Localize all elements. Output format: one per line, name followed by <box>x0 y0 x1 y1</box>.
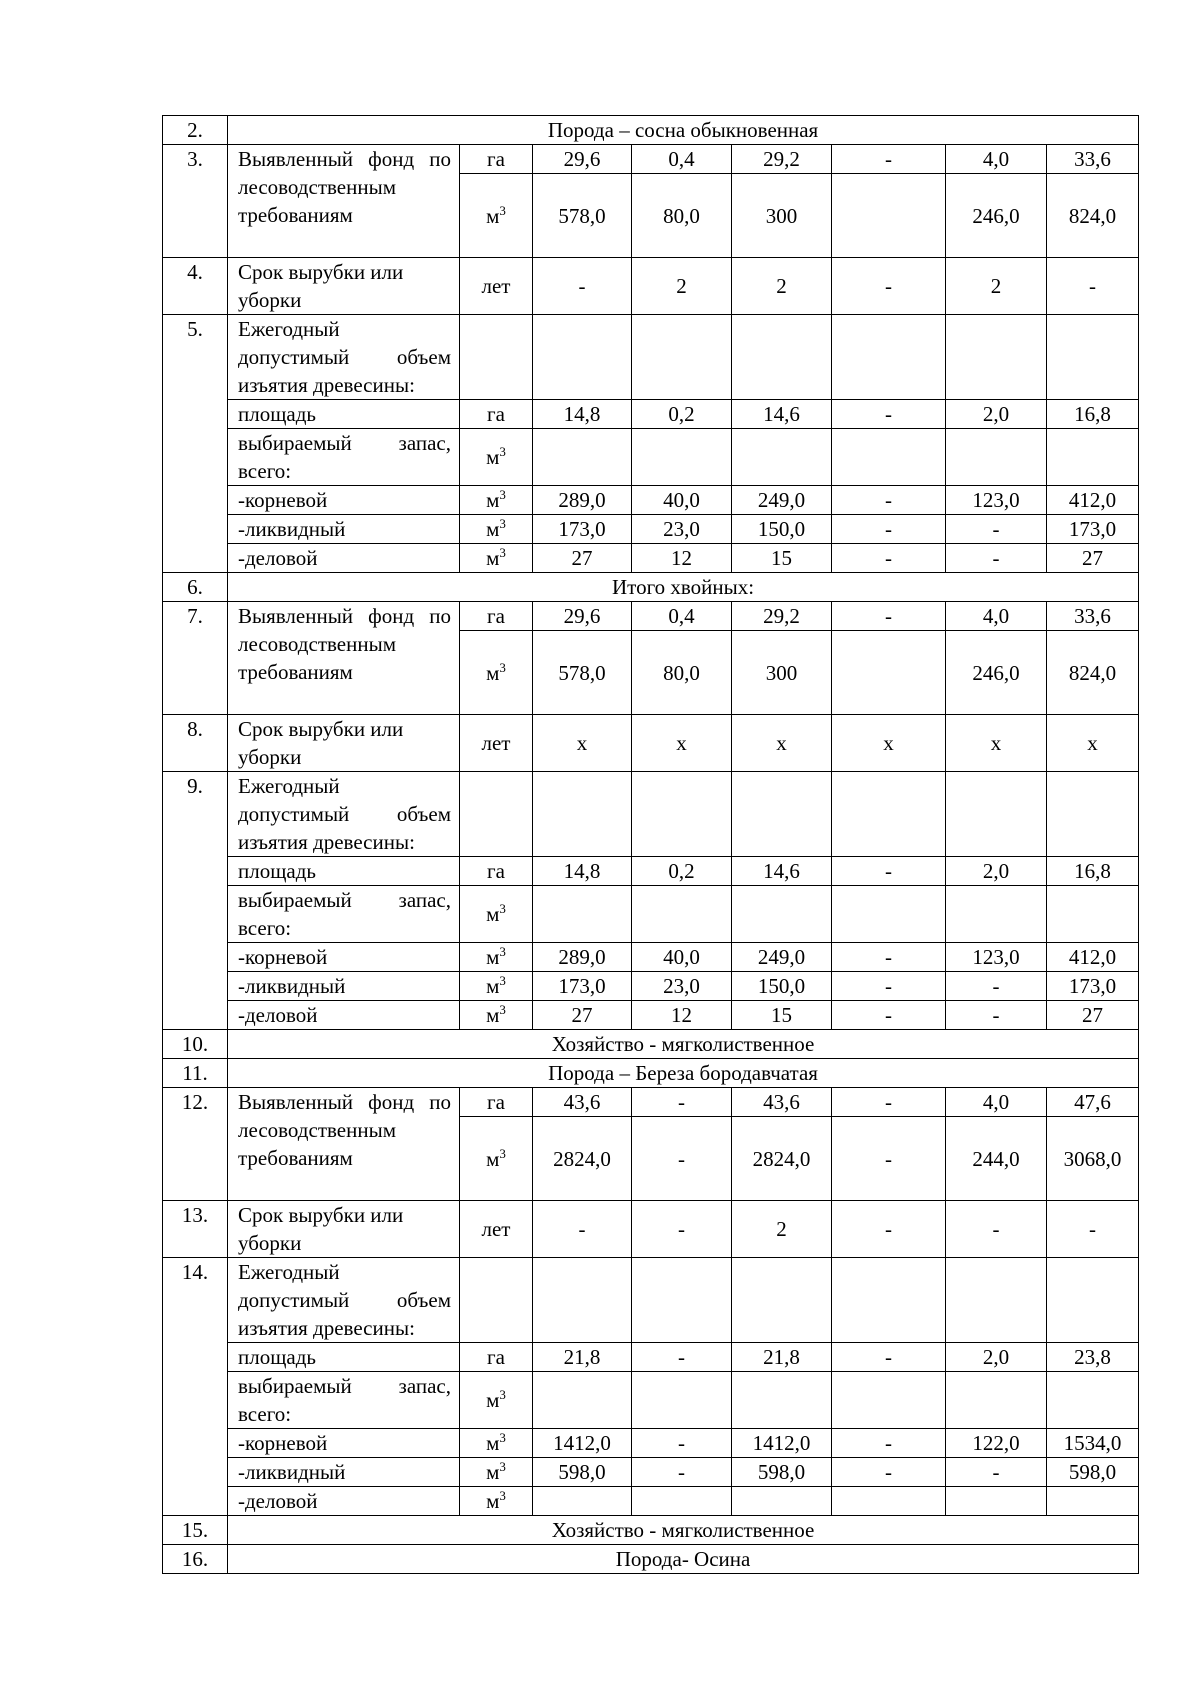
value-cell: 80,0 <box>632 174 732 258</box>
value-cell: 123,0 <box>946 486 1047 515</box>
row-number: 4. <box>163 258 228 315</box>
value-cell: 173,0 <box>1047 515 1139 544</box>
value-cell: 1534,0 <box>1047 1429 1139 1458</box>
unit-superscript: 3 <box>499 202 506 218</box>
unit-cell: $м^3$ <box>460 1429 533 1458</box>
unit-superscript: 3 <box>499 444 506 459</box>
unit-cell: $м^3$ <box>460 429 533 486</box>
table-row <box>163 1258 1139 1343</box>
table-row <box>163 1487 1139 1516</box>
unit-superscript: 3 <box>499 659 506 675</box>
value-cell: - <box>832 1429 946 1458</box>
value-cell: 249,0 <box>732 486 832 515</box>
value-cell: x <box>946 715 1047 772</box>
value-cell: 598,0 <box>732 1458 832 1487</box>
value-cell: 1412,0 <box>533 1429 632 1458</box>
label-term: Срок вырубки или уборки <box>228 1201 460 1258</box>
table-row <box>163 1201 1139 1258</box>
value-cell: - <box>632 1117 732 1201</box>
value-cell <box>1047 1487 1139 1516</box>
label-stock: выбираемый запас, всего: <box>228 429 460 486</box>
label-annual: Ежегодный допустимый объем изъятия древесины: <box>228 1258 460 1343</box>
unit-superscript: 3 <box>499 944 506 959</box>
value-cell: 246,0 <box>946 174 1047 258</box>
value-cell <box>832 1487 946 1516</box>
value-cell: 29,6 <box>533 145 632 174</box>
value-cell: - <box>832 400 946 429</box>
value-cell: 2 <box>732 1201 832 1258</box>
value-cell: - <box>832 145 946 174</box>
row-number: 12. <box>163 1088 228 1201</box>
value-cell: 2824,0 <box>732 1117 832 1201</box>
value-cell: 27 <box>533 1001 632 1030</box>
value-cell: 12 <box>632 544 732 573</box>
unit-cell: $м^3$ <box>460 486 533 515</box>
section-title: Порода- Осина <box>228 1545 1139 1574</box>
value-cell: - <box>832 1088 946 1117</box>
value-cell: 289,0 <box>533 486 632 515</box>
table-row <box>163 429 1139 486</box>
value-cell <box>732 1487 832 1516</box>
empty-cell <box>632 429 732 486</box>
value-cell: 14,8 <box>533 400 632 429</box>
value-cell: 2,0 <box>946 400 1047 429</box>
label-root: -корневой <box>228 1429 460 1458</box>
unit-cell: $м^3$ <box>460 1117 533 1201</box>
value-cell: 578,0 <box>533 631 632 715</box>
value-cell: - <box>946 1201 1047 1258</box>
empty-cell <box>632 1372 732 1429</box>
row-number: 3. <box>163 145 228 258</box>
empty-cell <box>946 886 1047 943</box>
empty-cell <box>1047 315 1139 400</box>
empty-cell <box>460 772 533 857</box>
table-row <box>163 886 1139 943</box>
label-term: Срок вырубки или уборки <box>228 258 460 315</box>
unit-cell: $м^3$ <box>460 631 533 715</box>
table-row <box>163 573 1139 602</box>
empty-cell <box>946 315 1047 400</box>
section-title: Итого хвойных: <box>228 573 1139 602</box>
value-cell: 2 <box>946 258 1047 315</box>
value-cell: 27 <box>1047 1001 1139 1030</box>
value-cell: 15 <box>732 1001 832 1030</box>
unit-cell: $м^3$ <box>460 1001 533 1030</box>
unit-cell: га <box>460 1343 533 1372</box>
value-cell: 173,0 <box>533 515 632 544</box>
row-number: 6. <box>163 573 228 602</box>
table-row <box>163 315 1139 400</box>
value-cell: 122,0 <box>946 1429 1047 1458</box>
label-term: Срок вырубки или уборки <box>228 715 460 772</box>
unit-superscript: 3 <box>499 545 506 560</box>
value-cell: x <box>732 715 832 772</box>
label-fund: Выявленный фонд по лесоводственным требованиям <box>228 1088 460 1201</box>
value-cell: 2824,0 <box>533 1117 632 1201</box>
empty-cell <box>1047 1372 1139 1429</box>
value-cell: - <box>832 943 946 972</box>
value-cell: - <box>832 1458 946 1487</box>
value-cell: x <box>832 715 946 772</box>
table-row <box>163 857 1139 886</box>
value-cell: 29,6 <box>533 602 632 631</box>
table-row <box>163 1429 1139 1458</box>
unit-cell: $м^3$ <box>460 886 533 943</box>
table-row <box>163 1059 1139 1088</box>
value-cell: 578,0 <box>533 174 632 258</box>
empty-cell <box>533 1258 632 1343</box>
empty-cell <box>1047 772 1139 857</box>
label-annual: Ежегодный допустимый объем изъятия древесины: <box>228 772 460 857</box>
value-cell: 173,0 <box>1047 972 1139 1001</box>
value-cell: 40,0 <box>632 943 732 972</box>
value-cell: 14,8 <box>533 857 632 886</box>
value-cell <box>533 1487 632 1516</box>
value-cell: 23,0 <box>632 972 732 1001</box>
empty-cell <box>732 1372 832 1429</box>
table-row <box>163 258 1139 315</box>
value-cell: - <box>832 486 946 515</box>
row-number: 13. <box>163 1201 228 1258</box>
table-row <box>163 145 1139 174</box>
value-cell: 0,4 <box>632 145 732 174</box>
table-row <box>163 1030 1139 1059</box>
value-cell: 43,6 <box>533 1088 632 1117</box>
value-cell <box>832 174 946 258</box>
unit-superscript: 3 <box>499 1387 506 1402</box>
value-cell: 598,0 <box>1047 1458 1139 1487</box>
row-number: 10. <box>163 1030 228 1059</box>
unit-superscript: 3 <box>499 1430 506 1445</box>
unit-cell: $м^3$ <box>460 544 533 573</box>
empty-cell <box>732 886 832 943</box>
empty-cell <box>832 886 946 943</box>
label-stock: выбираемый запас, всего: <box>228 1372 460 1429</box>
value-cell <box>946 1487 1047 1516</box>
unit-cell: га <box>460 145 533 174</box>
value-cell: 244,0 <box>946 1117 1047 1201</box>
table-row <box>163 1458 1139 1487</box>
value-cell: 14,6 <box>732 400 832 429</box>
value-cell: 4,0 <box>946 602 1047 631</box>
value-cell: 2 <box>732 258 832 315</box>
value-cell: 0,2 <box>632 857 732 886</box>
value-cell: 80,0 <box>632 631 732 715</box>
value-cell: - <box>946 515 1047 544</box>
value-cell: 16,8 <box>1047 400 1139 429</box>
unit-cell: $м^3$ <box>460 1372 533 1429</box>
empty-cell <box>533 315 632 400</box>
label-liquid: -ликвидный <box>228 515 460 544</box>
empty-cell <box>946 1372 1047 1429</box>
unit-cell: лет <box>460 715 533 772</box>
value-cell: 2,0 <box>946 857 1047 886</box>
table-row <box>163 1545 1139 1574</box>
value-cell: - <box>832 602 946 631</box>
unit-superscript: 3 <box>499 973 506 988</box>
unit-cell: $м^3$ <box>460 943 533 972</box>
value-cell: - <box>832 857 946 886</box>
value-cell <box>632 1487 732 1516</box>
label-liquid: -ликвидный <box>228 972 460 1001</box>
unit-cell: $м^3$ <box>460 1487 533 1516</box>
empty-cell <box>632 772 732 857</box>
row-number: 15. <box>163 1516 228 1545</box>
value-cell: - <box>946 972 1047 1001</box>
value-cell: 33,6 <box>1047 145 1139 174</box>
value-cell: 21,8 <box>533 1343 632 1372</box>
value-cell: 300 <box>732 174 832 258</box>
empty-cell <box>732 1258 832 1343</box>
label-fund: Выявленный фонд по лесоводственным требованиям <box>228 145 460 258</box>
empty-cell <box>533 772 632 857</box>
row-number: 7. <box>163 602 228 715</box>
value-cell: - <box>632 1343 732 1372</box>
value-cell: 300 <box>732 631 832 715</box>
unit-superscript: 3 <box>499 1459 506 1474</box>
table-row <box>163 515 1139 544</box>
value-cell: 824,0 <box>1047 174 1139 258</box>
table-row <box>163 1343 1139 1372</box>
empty-cell <box>533 429 632 486</box>
label-annual: Ежегодный допустимый объем изъятия древесины: <box>228 315 460 400</box>
value-cell: 0,4 <box>632 602 732 631</box>
value-cell: - <box>832 1201 946 1258</box>
value-cell: - <box>1047 258 1139 315</box>
empty-cell <box>946 429 1047 486</box>
value-cell: 412,0 <box>1047 486 1139 515</box>
table-row <box>163 1088 1139 1117</box>
label-area: площадь <box>228 857 460 886</box>
unit-cell: $м^3$ <box>460 1458 533 1487</box>
value-cell: 23,8 <box>1047 1343 1139 1372</box>
value-cell: - <box>946 544 1047 573</box>
value-cell: 2,0 <box>946 1343 1047 1372</box>
empty-cell <box>946 772 1047 857</box>
unit-superscript: 3 <box>499 487 506 502</box>
value-cell: - <box>946 1458 1047 1487</box>
empty-cell <box>832 772 946 857</box>
value-cell: 43,6 <box>732 1088 832 1117</box>
table-row <box>163 486 1139 515</box>
empty-cell <box>632 1258 732 1343</box>
value-cell: 27 <box>1047 544 1139 573</box>
label-root: -корневой <box>228 486 460 515</box>
empty-cell <box>946 1258 1047 1343</box>
value-cell: 123,0 <box>946 943 1047 972</box>
row-number: 5. <box>163 315 228 573</box>
value-cell: 15 <box>732 544 832 573</box>
value-cell: x <box>533 715 632 772</box>
value-cell: 173,0 <box>533 972 632 1001</box>
value-cell: 412,0 <box>1047 943 1139 972</box>
row-number: 8. <box>163 715 228 772</box>
unit-cell: га <box>460 400 533 429</box>
value-cell: 33,6 <box>1047 602 1139 631</box>
value-cell: 3068,0 <box>1047 1117 1139 1201</box>
empty-cell <box>1047 429 1139 486</box>
value-cell: 29,2 <box>732 145 832 174</box>
empty-cell <box>732 315 832 400</box>
value-cell: 14,6 <box>732 857 832 886</box>
empty-cell <box>732 772 832 857</box>
empty-cell <box>832 315 946 400</box>
value-cell: 27 <box>533 544 632 573</box>
unit-cell: $м^3$ <box>460 174 533 258</box>
empty-cell <box>1047 1258 1139 1343</box>
section-title: Хозяйство - мягколиственное <box>228 1516 1139 1545</box>
value-cell: - <box>832 1343 946 1372</box>
forest-stock-table <box>162 115 1139 1574</box>
value-cell: 40,0 <box>632 486 732 515</box>
table-row <box>163 972 1139 1001</box>
label-business: -деловой <box>228 1487 460 1516</box>
value-cell: 12 <box>632 1001 732 1030</box>
table-row <box>163 1516 1139 1545</box>
value-cell: - <box>946 1001 1047 1030</box>
label-liquid: -ликвидный <box>228 1458 460 1487</box>
label-fund: Выявленный фонд по лесоводственным требованиям <box>228 602 460 715</box>
empty-cell <box>832 429 946 486</box>
unit-cell: $м^3$ <box>460 972 533 1001</box>
value-cell: 23,0 <box>632 515 732 544</box>
row-number: 11. <box>163 1059 228 1088</box>
value-cell: - <box>533 258 632 315</box>
empty-cell <box>533 1372 632 1429</box>
table-row <box>163 943 1139 972</box>
empty-cell <box>460 315 533 400</box>
table-row <box>163 400 1139 429</box>
label-stock: выбираемый запас, всего: <box>228 886 460 943</box>
value-cell: 824,0 <box>1047 631 1139 715</box>
row-number: 9. <box>163 772 228 1030</box>
value-cell: 29,2 <box>732 602 832 631</box>
table-row <box>163 772 1139 857</box>
table-row <box>163 1372 1139 1429</box>
table-row <box>163 116 1139 145</box>
unit-cell: $м^3$ <box>460 515 533 544</box>
value-cell: 289,0 <box>533 943 632 972</box>
value-cell: - <box>832 1117 946 1201</box>
value-cell: - <box>832 1001 946 1030</box>
value-cell: 598,0 <box>533 1458 632 1487</box>
section-title: Порода – Береза бородавчатая <box>228 1059 1139 1088</box>
value-cell: 246,0 <box>946 631 1047 715</box>
empty-cell <box>1047 886 1139 943</box>
unit-superscript: 3 <box>499 1145 506 1161</box>
value-cell: 1412,0 <box>732 1429 832 1458</box>
row-number: 14. <box>163 1258 228 1516</box>
empty-cell <box>460 1258 533 1343</box>
value-cell: 2 <box>632 258 732 315</box>
value-cell: 4,0 <box>946 1088 1047 1117</box>
value-cell: - <box>632 1429 732 1458</box>
label-root: -корневой <box>228 943 460 972</box>
unit-cell: лет <box>460 258 533 315</box>
table-row <box>163 1001 1139 1030</box>
value-cell: - <box>832 544 946 573</box>
section-title: Порода – сосна обыкновенная <box>228 116 1139 145</box>
unit-superscript: 3 <box>499 516 506 531</box>
value-cell: 47,6 <box>1047 1088 1139 1117</box>
row-number: 2. <box>163 116 228 145</box>
value-cell: - <box>1047 1201 1139 1258</box>
unit-superscript: 3 <box>499 1488 506 1503</box>
unit-superscript: 3 <box>499 901 506 916</box>
value-cell: - <box>832 258 946 315</box>
label-business: -деловой <box>228 544 460 573</box>
unit-cell: га <box>460 1088 533 1117</box>
table-row <box>163 544 1139 573</box>
value-cell: - <box>533 1201 632 1258</box>
value-cell <box>832 631 946 715</box>
label-business: -деловой <box>228 1001 460 1030</box>
value-cell: - <box>632 1458 732 1487</box>
unit-cell: га <box>460 857 533 886</box>
label-area: площадь <box>228 400 460 429</box>
unit-cell: лет <box>460 1201 533 1258</box>
table-row <box>163 715 1139 772</box>
label-area: площадь <box>228 1343 460 1372</box>
empty-cell <box>533 886 632 943</box>
value-cell: x <box>632 715 732 772</box>
value-cell: - <box>832 972 946 1001</box>
value-cell: 4,0 <box>946 145 1047 174</box>
value-cell: 249,0 <box>732 943 832 972</box>
value-cell: - <box>632 1201 732 1258</box>
empty-cell <box>832 1372 946 1429</box>
section-title: Хозяйство - мягколиственное <box>228 1030 1139 1059</box>
empty-cell <box>632 315 732 400</box>
unit-superscript: 3 <box>499 1002 506 1017</box>
value-cell: 150,0 <box>732 972 832 1001</box>
value-cell: 16,8 <box>1047 857 1139 886</box>
unit-cell: га <box>460 602 533 631</box>
table-row <box>163 602 1139 631</box>
value-cell: 21,8 <box>732 1343 832 1372</box>
table-body <box>163 116 1139 1574</box>
value-cell: 150,0 <box>732 515 832 544</box>
empty-cell <box>732 429 832 486</box>
value-cell: x <box>1047 715 1139 772</box>
value-cell: - <box>832 515 946 544</box>
value-cell: 0,2 <box>632 400 732 429</box>
empty-cell <box>632 886 732 943</box>
value-cell: - <box>632 1088 732 1117</box>
empty-cell <box>832 1258 946 1343</box>
row-number: 16. <box>163 1545 228 1574</box>
